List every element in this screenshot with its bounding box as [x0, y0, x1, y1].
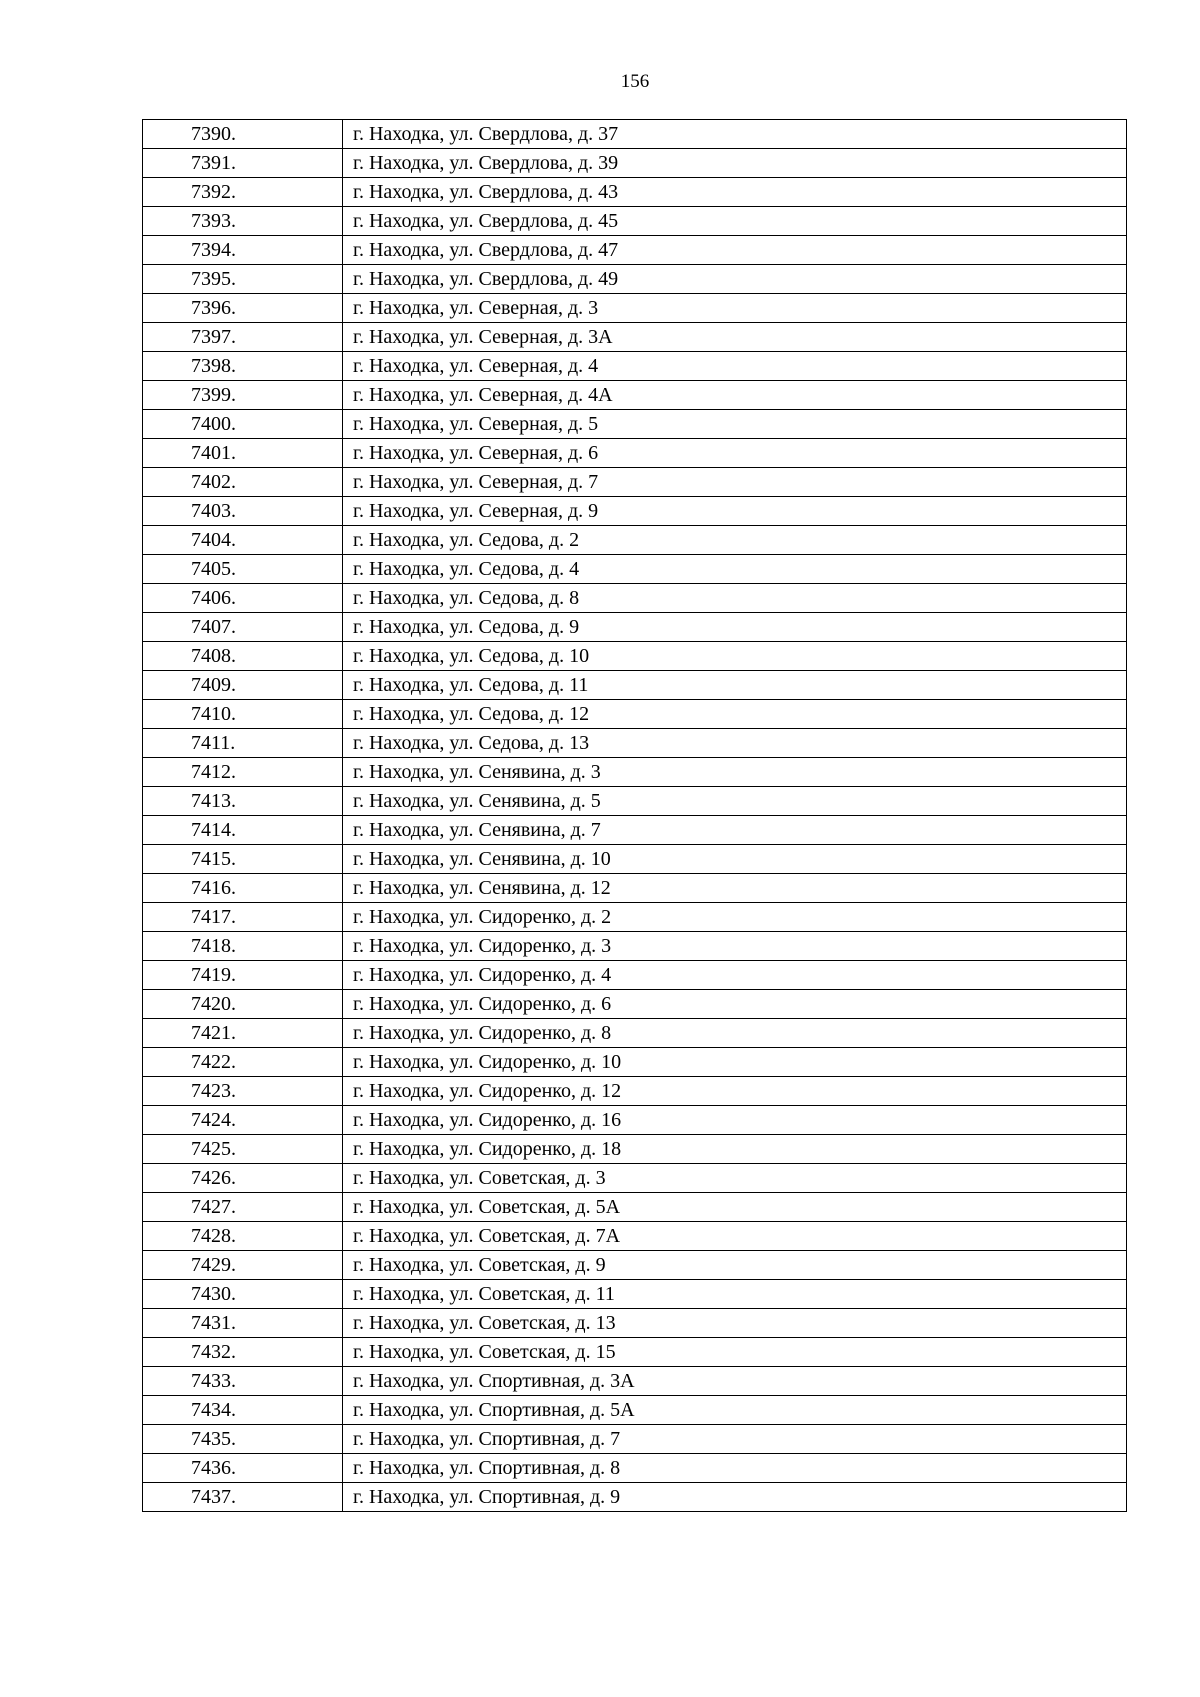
- row-number-cell: 7423.: [143, 1077, 343, 1106]
- table-row: [143, 903, 1127, 932]
- table-row: [143, 1483, 1127, 1512]
- table-row: [143, 845, 1127, 874]
- row-number-cell: 7432.: [143, 1338, 343, 1367]
- table-row: [143, 555, 1127, 584]
- row-number-cell: 7430.: [143, 1280, 343, 1309]
- address-cell: г. Находка, ул. Северная, д. 7: [343, 468, 1127, 497]
- table-row: [143, 932, 1127, 961]
- row-number-cell: 7412.: [143, 758, 343, 787]
- table-row: [143, 1135, 1127, 1164]
- address-cell: г. Находка, ул. Северная, д. 4: [343, 352, 1127, 381]
- table-row: [143, 671, 1127, 700]
- table-row: [143, 497, 1127, 526]
- address-cell: г. Находка, ул. Сенявина, д. 10: [343, 845, 1127, 874]
- row-number-cell: 7436.: [143, 1454, 343, 1483]
- table-row: [143, 1106, 1127, 1135]
- table-row: [143, 149, 1127, 178]
- address-cell: г. Находка, ул. Спортивная, д. 9: [343, 1483, 1127, 1512]
- address-cell: г. Находка, ул. Советская, д. 15: [343, 1338, 1127, 1367]
- row-number-cell: 7418.: [143, 932, 343, 961]
- table-row: [143, 352, 1127, 381]
- address-cell: г. Находка, ул. Сидоренко, д. 4: [343, 961, 1127, 990]
- table-row: [143, 1454, 1127, 1483]
- address-cell: г. Находка, ул. Советская, д. 7А: [343, 1222, 1127, 1251]
- address-cell: г. Находка, ул. Советская, д. 11: [343, 1280, 1127, 1309]
- row-number-cell: 7428.: [143, 1222, 343, 1251]
- address-cell: г. Находка, ул. Сидоренко, д. 10: [343, 1048, 1127, 1077]
- row-number-cell: 7394.: [143, 236, 343, 265]
- address-cell: г. Находка, ул. Сидоренко, д. 16: [343, 1106, 1127, 1135]
- address-cell: г. Находка, ул. Сидоренко, д. 2: [343, 903, 1127, 932]
- address-cell: г. Находка, ул. Спортивная, д. 5А: [343, 1396, 1127, 1425]
- table-row: [143, 1251, 1127, 1280]
- table-row: [143, 439, 1127, 468]
- table-row: [143, 265, 1127, 294]
- address-cell: г. Находка, ул. Спортивная, д. 8: [343, 1454, 1127, 1483]
- table-row: [143, 207, 1127, 236]
- row-number-cell: 7417.: [143, 903, 343, 932]
- address-cell: г. Находка, ул. Сенявина, д. 12: [343, 874, 1127, 903]
- page-number: 156: [620, 71, 650, 92]
- address-cell: г. Находка, ул. Свердлова, д. 45: [343, 207, 1127, 236]
- address-table-body: [143, 120, 1127, 1512]
- table-row: [143, 642, 1127, 671]
- table-row: [143, 1425, 1127, 1454]
- row-number-cell: 7409.: [143, 671, 343, 700]
- row-number-cell: 7411.: [143, 729, 343, 758]
- row-number-cell: 7392.: [143, 178, 343, 207]
- row-number-cell: 7420.: [143, 990, 343, 1019]
- row-number-cell: 7399.: [143, 381, 343, 410]
- address-cell: г. Находка, ул. Сидоренко, д. 3: [343, 932, 1127, 961]
- address-cell: г. Находка, ул. Сенявина, д. 5: [343, 787, 1127, 816]
- row-number-cell: 7408.: [143, 642, 343, 671]
- row-number-cell: 7431.: [143, 1309, 343, 1338]
- table-row: [143, 961, 1127, 990]
- table-row: [143, 874, 1127, 903]
- row-number-cell: 7410.: [143, 700, 343, 729]
- row-number-cell: 7397.: [143, 323, 343, 352]
- table-row: [143, 758, 1127, 787]
- table-row: [143, 323, 1127, 352]
- row-number-cell: 7404.: [143, 526, 343, 555]
- row-number-cell: 7416.: [143, 874, 343, 903]
- address-cell: г. Находка, ул. Седова, д. 10: [343, 642, 1127, 671]
- row-number-cell: 7414.: [143, 816, 343, 845]
- address-cell: г. Находка, ул. Свердлова, д. 49: [343, 265, 1127, 294]
- address-cell: г. Находка, ул. Свердлова, д. 37: [343, 120, 1127, 149]
- address-cell: г. Находка, ул. Седова, д. 11: [343, 671, 1127, 700]
- row-number-cell: 7424.: [143, 1106, 343, 1135]
- table-row: [143, 613, 1127, 642]
- row-number-cell: 7390.: [143, 120, 343, 149]
- row-number-cell: 7405.: [143, 555, 343, 584]
- row-number-cell: 7422.: [143, 1048, 343, 1077]
- address-cell: г. Находка, ул. Сенявина, д. 7: [343, 816, 1127, 845]
- address-cell: г. Находка, ул. Свердлова, д. 43: [343, 178, 1127, 207]
- row-number-cell: 7425.: [143, 1135, 343, 1164]
- row-number-cell: 7413.: [143, 787, 343, 816]
- table-row: [143, 787, 1127, 816]
- address-cell: г. Находка, ул. Северная, д. 4А: [343, 381, 1127, 410]
- table-row: [143, 120, 1127, 149]
- address-cell: г. Находка, ул. Седова, д. 8: [343, 584, 1127, 613]
- table-row: [143, 294, 1127, 323]
- row-number-cell: 7401.: [143, 439, 343, 468]
- address-cell: г. Находка, ул. Сенявина, д. 3: [343, 758, 1127, 787]
- table-row: [143, 1222, 1127, 1251]
- address-cell: г. Находка, ул. Сидоренко, д. 6: [343, 990, 1127, 1019]
- address-cell: г. Находка, ул. Седова, д. 12: [343, 700, 1127, 729]
- table-row: [143, 1396, 1127, 1425]
- table-row: [143, 1338, 1127, 1367]
- row-number-cell: 7427.: [143, 1193, 343, 1222]
- row-number-cell: 7429.: [143, 1251, 343, 1280]
- row-number-cell: 7435.: [143, 1425, 343, 1454]
- row-number-cell: 7419.: [143, 961, 343, 990]
- row-number-cell: 7393.: [143, 207, 343, 236]
- row-number-cell: 7437.: [143, 1483, 343, 1512]
- address-cell: г. Находка, ул. Северная, д. 9: [343, 497, 1127, 526]
- row-number-cell: 7433.: [143, 1367, 343, 1396]
- table-row: [143, 1048, 1127, 1077]
- address-cell: г. Находка, ул. Седова, д. 4: [343, 555, 1127, 584]
- address-cell: г. Находка, ул. Северная, д. 3А: [343, 323, 1127, 352]
- table-row: [143, 584, 1127, 613]
- row-number-cell: 7406.: [143, 584, 343, 613]
- table-row: [143, 178, 1127, 207]
- table-row: [143, 526, 1127, 555]
- address-cell: г. Находка, ул. Советская, д. 3: [343, 1164, 1127, 1193]
- table-row: [143, 381, 1127, 410]
- table-row: [143, 1309, 1127, 1338]
- row-number-cell: 7403.: [143, 497, 343, 526]
- row-number-cell: 7391.: [143, 149, 343, 178]
- table-row: [143, 410, 1127, 439]
- address-cell: г. Находка, ул. Советская, д. 13: [343, 1309, 1127, 1338]
- row-number-cell: 7400.: [143, 410, 343, 439]
- address-cell: г. Находка, ул. Седова, д. 9: [343, 613, 1127, 642]
- table-row: [143, 729, 1127, 758]
- address-cell: г. Находка, ул. Спортивная, д. 7: [343, 1425, 1127, 1454]
- address-cell: г. Находка, ул. Спортивная, д. 3А: [343, 1367, 1127, 1396]
- row-number-cell: 7407.: [143, 613, 343, 642]
- table-row: [143, 700, 1127, 729]
- address-cell: г. Находка, ул. Сидоренко, д. 12: [343, 1077, 1127, 1106]
- address-cell: г. Находка, ул. Северная, д. 6: [343, 439, 1127, 468]
- row-number-cell: 7396.: [143, 294, 343, 323]
- address-cell: г. Находка, ул. Сидоренко, д. 8: [343, 1019, 1127, 1048]
- row-number-cell: 7415.: [143, 845, 343, 874]
- row-number-cell: 7402.: [143, 468, 343, 497]
- address-cell: г. Находка, ул. Свердлова, д. 39: [343, 149, 1127, 178]
- address-cell: г. Находка, ул. Северная, д. 3: [343, 294, 1127, 323]
- table-row: [143, 468, 1127, 497]
- table-row: [143, 1367, 1127, 1396]
- address-cell: г. Находка, ул. Северная, д. 5: [343, 410, 1127, 439]
- table-row: [143, 816, 1127, 845]
- row-number-cell: 7395.: [143, 265, 343, 294]
- row-number-cell: 7426.: [143, 1164, 343, 1193]
- table-row: [143, 990, 1127, 1019]
- address-cell: г. Находка, ул. Советская, д. 9: [343, 1251, 1127, 1280]
- table-row: [143, 1019, 1127, 1048]
- table-row: [143, 1164, 1127, 1193]
- address-cell: г. Находка, ул. Седова, д. 13: [343, 729, 1127, 758]
- address-cell: г. Находка, ул. Сидоренко, д. 18: [343, 1135, 1127, 1164]
- table-row: [143, 1280, 1127, 1309]
- table-row: [143, 1193, 1127, 1222]
- row-number-cell: 7398.: [143, 352, 343, 381]
- address-cell: г. Находка, ул. Советская, д. 5А: [343, 1193, 1127, 1222]
- address-cell: г. Находка, ул. Свердлова, д. 47: [343, 236, 1127, 265]
- row-number-cell: 7421.: [143, 1019, 343, 1048]
- row-number-cell: 7434.: [143, 1396, 343, 1425]
- address-cell: г. Находка, ул. Седова, д. 2: [343, 526, 1127, 555]
- address-table: [142, 119, 1127, 1512]
- table-row: [143, 236, 1127, 265]
- table-row: [143, 1077, 1127, 1106]
